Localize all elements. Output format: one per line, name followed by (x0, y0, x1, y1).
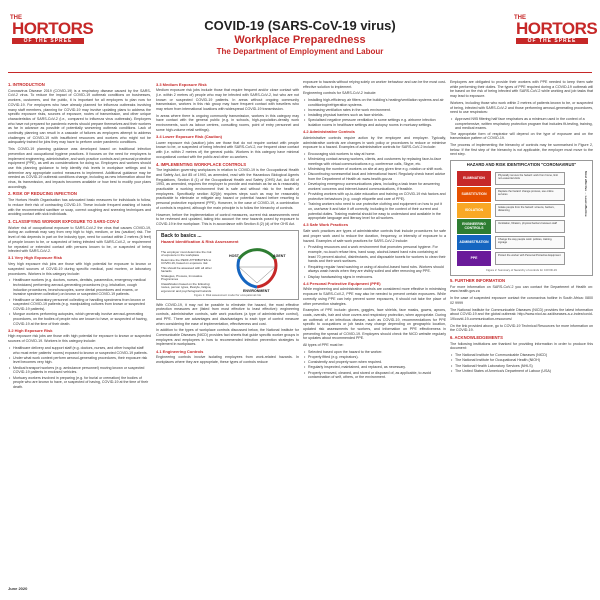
list-item: • Training workers who need to use protective clothing and equipment on how to put it on, use/wear it and take it off correctly, including in the context of their current and potential duties. Training material should be easy to understand and available in the appropriate language and literacy level for all workers. (303, 202, 446, 221)
page-subtitle: Workplace Preparedness (234, 34, 366, 46)
list-item: • Increasing ventilation rates in the work environment. (303, 108, 446, 113)
list-item: • Providing workers with up-to-date education and training on COVID-19 risk factors and protective behaviours (e.g. cough etiquette and care of PPE). (303, 192, 446, 201)
level-label: SUBSTITUTION (457, 187, 491, 202)
list-item: • Specialised negative pressure ventilation in some settings e.g. airborne infection isolation rooms in healthcare settings and autopsy rooms in mortuary settings. (303, 118, 446, 127)
list-item: • Minimizing contact among workers, clients, and customers by replacing face-to-face meetings with virtual communications e.g. conference calls, Skype, etc. (303, 157, 446, 166)
paragraph: The legislation governing workplaces in relation to COVID-19 is the Occupational Health and Safety Act, Act 85 of 1993, as amended, read with the Hazardous Biological Agents Regulations, Section 8 (1) of the Occupational Health and Safety (OHS) Act, Act 85 of 1993, as amended, requires the employer to provide and maintain as far as is reasonably practicable a working environment that is safe and without risk to the health of employees. Specifically section 8(2)(b) requires steps such as may be reasonably practicable to eliminate or mitigate any hazard or potential hazard before resorting to personal protective equipment (PPE). However, in the case of COVID-19, a combination of controls is required, although the main principle is to follow the hierarchy of controls. (156, 168, 299, 210)
list-item: • Approved N95 filtering half face respirators as a minimum used in the context of a comprehensive, written respiratory protection program that includes fit-testing, training, and medical exams. (450, 117, 593, 131)
list-item: • Under what work context perform aerosol-generating procedures, their exposure risk level becomes very high. (8, 356, 151, 365)
level-label: ELIMINATION (457, 171, 491, 186)
paragraph: Medium exposure risk jobs include those that require frequent and/or close contact with (i.e. within 2 metres of) people who may be infected with SARS-CoV-2, but who are not known or suspected COVID-19 patients. In areas without ongoing community transmission, workers in this risk group may have frequent contact with travellers who may return from international locations with widespread COVID-19 transmission. (156, 88, 299, 112)
list-item: • Properly removed, cleaned, and stored or disposed of, as applicable, to avoid contamination of self, others, or the environment. (303, 371, 446, 380)
paragraph: Coronavirus Disease 2019 (COVID-19) is a respiratory disease caused by the SARS-CoV-2 virus. To reduce the impact of COVID-19 outbreak conditions on businesses, workers, customers, and the public, it is important for all employers to plan now for COVID-19. For employers who have already planned for influenza outbreaks involving many staff members, planning for COVID-19 may involve updating plans to address the specific exposure risks, sources of exposure, routes of transmission, and other unique characteristics of SARS-CoV-2 (i.e., compared to influenza virus outbreaks). Employers who have not prepared for pandemic events should prepare themselves and their workers as far in advance as possible of potentially worsening outbreak conditions. Lack of continuity planning can result in a cascade of failures as employers attempt to address challenges of COVID-19 with insufficient resources and workers who might not be adequately trained for jobs they may have to perform under pandemic conditions. (8, 88, 151, 145)
list-item: • Encouraging sick workers to stay at home. (303, 152, 446, 157)
level-description: Replace the hazard: change process, use online services (495, 188, 565, 201)
level-description: Change the way people work: policies, training, signage (495, 236, 565, 249)
paragraph: Employers are obligated to provide their workers with PPE needed to keep them safe while performing their duties. The types of PPE required during a COVID-19 outbreak will be based on the risk of being infected with SARS-CoV-2 while working and job tasks that may lead to exposure. (450, 80, 593, 99)
subsection-heading: 3.3 Medium Exposure Risk (156, 81, 207, 87)
effectiveness-axis-label: Most effective → Least effective (584, 171, 588, 217)
list-item: • Installing physical barriers such as face shields. (303, 113, 446, 118)
figure-subtitle: Hazard Identification & Risk Assessment (161, 238, 239, 244)
risk-assessment-figure (156, 230, 299, 300)
paragraph: This COVID-19 planning guidance was developed based on traditional infection prevention and occupational hygiene practices. It focuses on the need for employers to implement engineering, administrative, and work practice controls and personal protective equipment (PPE), as well as considerations for doing so. Employers and workers should use this planning guidance to help identify risk levels in workplace settings and to determine any appropriate control measures to implement. Additional guidance may be needed as COVID-19 outbreak conditions change, including as new information about the virus, its transmission, and impacts becomes available or how best to modify your plans accordingly. (8, 147, 151, 189)
figure-point: Strategies, Process, Innovative Programmes (161, 273, 203, 282)
list-item: • The United States of America's Department of Labour (USA) (450, 369, 593, 374)
list-item: • The National Institute for Occupational Health (NIOH) (450, 358, 593, 363)
subsection-heading: 3.4 Lower Exposure Risk (Caution) (156, 134, 223, 140)
list-item: • Selected based upon the hazard to the worker. (303, 350, 446, 355)
paragraph: Workers, including those who work within 2 metres of patients known to be, or suspected of being, infected with SARS-CoV-2 and those performing aerosol-generating procedures, need to use respirators: (450, 100, 593, 115)
page-title: COVID-19 (SARS-CoV-19 virus) (204, 18, 396, 33)
level-description: Protect the worker with Personal Protective Equipment (495, 252, 565, 265)
figure-caption: Figure 1: Risk assessment model for occupational risk (194, 292, 261, 297)
section-heading: 6. ACKNOWLEDGEMENTS (450, 335, 503, 341)
list-item: • Providing resources and a work environment that promotes personal hygiene. For example, no-touch refuse bins, hand soap, alcohol-based hand rubs containing at least 70 percent alcohol, disinfectants, and disposable towels for workers to clean their hands and their work surfaces. (303, 245, 446, 264)
page-department: The Department of Employment and Labour (216, 47, 384, 56)
level-label: PPE (457, 251, 491, 266)
paragraph: The appropriate form of respirator will depend on the type of exposure and on the transmission pattern of COVID-19. (450, 131, 593, 141)
logo-sub: OF THE SPREE (516, 38, 588, 44)
list-item: • Regularly inspected, maintained, and replaced, as necessary. (303, 365, 446, 370)
arc-green (239, 249, 275, 258)
hierarchy-of-controls-figure (450, 160, 593, 276)
paragraph: Administrative controls require action by the employee and employer. Typically, administrative controls are changes in work policy or procedures to reduce or minimise exposure to a hazard. Examples of administrative controls for SARS-CoV-2 include: (303, 136, 446, 150)
title-block (170, 18, 430, 56)
subsection-heading: 3.2 High Exposure Risk (8, 327, 53, 333)
paragraph: All types of PPE must be: (303, 343, 344, 348)
logo-right (514, 15, 598, 44)
list-item: • Morgue workers performing autopsies, which generally involve aerosol-generating procedures, on the bodies of people who are known to have, or suspected of having, COVID-19 at the time of their death. (8, 312, 151, 326)
paragraph: The Hortors Health Organisation has advocated basic measures for individuals to follow, to reduce their risk of contracting COVID-19. These include frequent washing of hands with the recommended sanitiser or soap, correct coughing and sneezing techniques and avoiding contact with sick individuals. (8, 198, 151, 217)
section-heading: 4. IMPLEMENTING WORKPLACE CONTROLS (156, 161, 247, 167)
host-label: HOST (229, 253, 239, 258)
section-heading: 1. INTRODUCTION (8, 82, 45, 87)
figure-caption: Figure 2: Summary of hierarchy of controls for COVID-19 (486, 268, 557, 273)
list-item: • Developing emergency communications plans, including a task team for answering workers' concerns and internet-based communications, if feasible. (303, 182, 446, 191)
footer-date: June 2020 (8, 586, 28, 591)
column-2 (156, 80, 299, 367)
section-heading: 2. RISK OF REDUCING INFECTION (8, 191, 77, 197)
subsection-heading: 4.2 Administrative Controls (303, 129, 355, 135)
list-item: • Installing high-efficiency air filters on the building's heating/ventilation systems and air conditioning/refrigeration systems. (303, 98, 446, 107)
paragraph: Safe work practices are types of administrative controls that include procedures for safe and proper work used to reduce the duration, frequency, or intensity of exposure to a hazard. Examples of safe work practices for SARS-CoV-2 include: (303, 229, 446, 243)
list-item: • The National Institute for Communicable Diseases (NICD) (450, 353, 593, 358)
level-description: Isolate people from the hazard: screens, barriers, distancing (495, 204, 565, 217)
level-description: Physically remove the hazard: work from home, limit non-essential visits (495, 172, 565, 185)
list-item: • Healthcare delivery and support staff (e.g. doctors, nurses, and other hospital staff who must enter patients' rooms) exposed to known or suspected COVID-19 patients. (8, 346, 151, 355)
logo-the: THE (514, 15, 526, 21)
header-divider (8, 72, 592, 73)
list-item: • Healthcare or laboratory personnel collecting or handling specimens from known or suspected COVID-19 patients (e.g. manipulating cultures from known or suspected COVID-19 patients). (8, 298, 151, 312)
level-label: ENGINEERING CONTROLS (457, 219, 491, 234)
paragraph: While engineering and administrative controls are considered more effective in minimising exposure to SARS-CoV-2, PPE may also be needed to prevent certain exposures. While correctly using PPE can help prevent some exposures, it should not take the place of other prevention strategies. (303, 287, 446, 306)
paragraph: Worker risk of occupational exposure to SARS-CoV-2 the virus that causes COVID-19, during an outbreak may vary from very high to high, medium, or low (caution) risk. The level of risk depends in part on the industry type, need for contact within 2 metres (6 feet) of people known to be, or suspected of being infected with SARS-CoV-2, or requirement for repeated or extended contact with persons known to be, or suspected of being infected with SARS-CoV-2. (8, 225, 151, 254)
paragraph: Engineering controls for SARS-CoV-2 include: (303, 91, 377, 96)
section-heading: 5. FURTHER INFORMATION (450, 278, 506, 284)
paragraph: The National Institute for Communicable Diseases (NICD) provides the latest information about COVID-19 and the global outbreak: http://www.nicd.ac.za/diseases-a-z-index/covid-19/covid-19-communication-resources/ (450, 307, 593, 321)
logo-sub: OF THE SPREE (12, 38, 84, 44)
paragraph: High exposure risk jobs are those with high potential for exposure to known or suspected sources of COVID-19. Workers in this category include: (8, 334, 151, 344)
paragraph: Engineering controls involve isolating employees from work-related hazards. In workplaces where they are appropriate, these types of controls reduce (156, 355, 299, 364)
figure-point: Determine the PERF ATTRIBUTES to COVID-19, based on exposure risk (161, 257, 212, 266)
paragraph: Very high exposure risk jobs are those with high potential for exposure to known or suspected sources of COVID-19 during specific medical, post mortem, or laboratory procedures. Workers in this category include: (8, 262, 151, 276)
list-item: • Requiring regular hand washing or using of alcohol-based hand rubs. Workers should always wash hands when they are visibly soiled and after removing any PPE. (303, 265, 446, 274)
list-item: • Discontinuing nonessential local and international travel. Regularly check travel advice from the Department of Health at: www.health.gov.za (303, 172, 446, 181)
list-item: • Display handwashing signs in restrooms. (303, 275, 446, 280)
paragraph: For more information on SARS-CoV-2 you can contact the Department of Health on: www.health.gov.za (450, 284, 593, 294)
paragraph: In areas where there is ongoing community transmission, workers in this category may have contact with the general public (e.g. in schools, high-population-density work environments, such as labour centres, consulting rooms, point of entry personnel and some high-volume retail settings). (156, 113, 299, 132)
list-item: • Medical transport workers (e.g. ambulance personnel) moving known or suspected COVID-19 patients in enclosed vehicles. (8, 366, 151, 375)
paragraph: The following institutions are thanked for providing information in order to produce this document: (450, 341, 593, 351)
environment-label: ENVIRONMENT (243, 288, 270, 293)
subsection-heading: 3.1 Very High Exposure Risk (8, 255, 63, 261)
paragraph: exposure to hazards without relying solely on worker behaviour and can be the most cost-effective solution to implement. (303, 80, 446, 89)
level-label: ISOLATION (457, 203, 491, 218)
paragraph: In addition to the types of workplace controls discussed below, the National Institute for Communicable Diseases (NICD) provides fact sheets that guide specific worker groups in employers and employees in how to recommended infection prevention strategies to implement in workplaces. (156, 328, 299, 347)
figure-point: Classification based on the following: routes, person types, lifestyle, fatigue, ergonomic and psychological hazards (161, 281, 212, 293)
subsection-heading: 4.1 Engineering Controls (156, 348, 204, 354)
list-item: • Minimising the number of workers on site at any given time e.g. rotation or shift work. (303, 167, 446, 172)
paragraph: With COVID-19, it may not be possible to eliminate the hazard, the most effective protection measures are (listed from most effective to least effective): engineering controls, administrative controls, safe work practices (a type of administrative control), and PPE. There are advantages and disadvantages to each type of control measure when considering the ease of implementation, effectiveness and cost. (156, 302, 299, 326)
list-item: • Properly fitted (e.g. respirators). (303, 355, 446, 360)
list-item: • Mortuary workers involved in preparing (e.g. for burial or cremation) the bodies of people who are known to have, or suspected of having, COVID-19 at the time of their death. (8, 376, 151, 390)
section-heading: 3. CLASSIFYING WORKER EXPOSURE TO SARS-COV-2 (8, 218, 120, 224)
paragraph: On the link provided above, go to COVID-19 Technical Resources for more information on the COVID-19. (450, 323, 593, 333)
figure-point: The employer must determine the risk of exposure in the workplace (161, 249, 212, 258)
paragraph: Lower exposure risk (caution) jobs are those that do not require contact with people known to be, or suspected of being infected with SARS-CoV-2, nor frequent close contact with (i.e. within 2 metres of) the general public. Workers in this category have minimal occupational contact with the public and other co-workers. (156, 140, 299, 159)
list-item: • Healthcare workers (e.g. doctors, nurses, dentists, paramedics, emergency medical technicians) performing aerosol-generating procedures (e.g. intubation, cough induction procedures, bronchoscopies, some dental procedures and exams, or invasive specimen collection) on known or suspected COVID-19 patients. (8, 278, 151, 297)
logo-left (10, 15, 94, 44)
logo-the: THE (10, 15, 22, 21)
list-item: • The National Health Laboratory Services (NHLS) (450, 364, 593, 369)
logo-text: HORTORS (12, 19, 94, 38)
column-1 (8, 80, 151, 390)
agent-label: AGENT (273, 253, 286, 258)
figure-point: This should be assessed with all other hazards (161, 265, 212, 274)
list-item: • Consistently and properly worn when required. (303, 360, 446, 365)
figure-title: HAZARD AND RISK IDENTIFICATION "CORONAVIRUS" (466, 162, 577, 168)
paragraph: However, before the implementation of control measures, current risk assessments need to be reviewed and updated, taking into account the new hazards posed by exposure to COVID-19 in the workplace. This is in accordance with Section 8 (2) (d) of the OHS Act. (156, 212, 299, 226)
paragraph: Examples of PPE include: gloves, goggles, face shields, face masks, gowns, aprons, coats, overalls, hair and shoe covers and respiratory protection, when appropriate. During an outbreak of an infectious disease, such as COVID-19, recommendations for PPE specific to occupations or job tasks may change depending on geographic location, updated risk assessments for workers, and information on PPE effectiveness in preventing the spread of COVID-19. Employers should check the NICD website regularly for updates about recommended PPE. (303, 308, 446, 341)
epidemiological-triangle-diagram (219, 237, 295, 293)
subsection-heading: 4.4 Personal Protective Equipment (PPE) (303, 280, 381, 286)
logo-text: HORTORS (516, 19, 598, 38)
column-3 (303, 80, 446, 381)
level-description: Ventilation, filtration, physical barriers between staff (495, 220, 565, 233)
level-label: ADMINISTRATION (457, 235, 491, 250)
column-4 (450, 80, 593, 374)
figure-title: Back to basics ... (161, 232, 202, 239)
paragraph: The process of implementing the hierarchy of controls may be summarised in Figure 2, below. If the first step of the hierarchy is not applicable, the employer must move to the next step. (450, 142, 593, 157)
subsection-heading: 4.3 Safe Work Practices (303, 222, 349, 228)
paragraph: In the case of suspected exposure contact the coronavirus hotline in South Africa: 0800 02 9999 (450, 296, 593, 305)
